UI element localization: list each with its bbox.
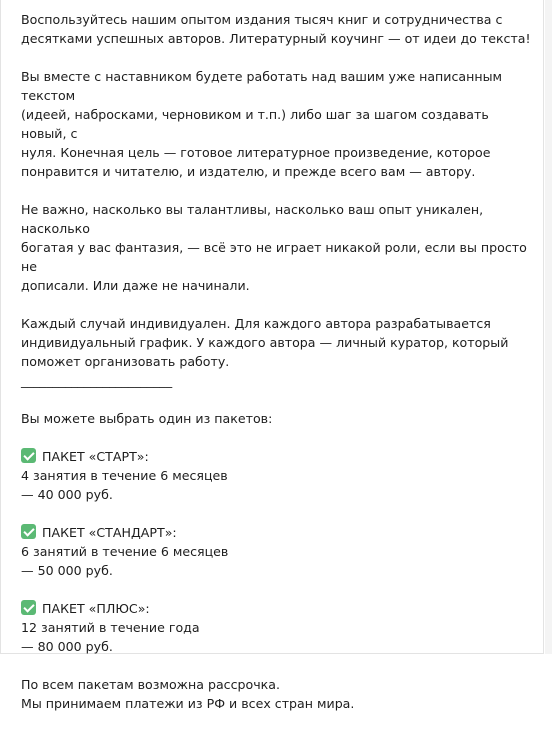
footer-paragraph (21, 675, 531, 713)
text-line: Вы вместе с наставником будете работать над вашим уже написанным текстом (21, 69, 503, 103)
text-line: десятками успешных авторов. Литературный коучинг — от идеи до текста! (21, 31, 531, 46)
check-mark-icon (21, 524, 36, 539)
text-line: Вы можете выбрать один из пакетов: (21, 411, 273, 426)
intro-paragraph (21, 10, 531, 48)
package-plus (21, 599, 531, 656)
package-title-text: ПАКЕТ «СТАРТ»: (42, 449, 149, 464)
text-line: (идеей, набросками, черновиком и т.п.) либо шаг за шагом создавать новый, с (21, 107, 489, 141)
choose-paragraph (21, 409, 531, 428)
package-sessions: 4 занятия в течение 6 месяцев (21, 468, 228, 483)
text-line: дописали. Или даже не начинали. (21, 278, 250, 293)
package-title (21, 447, 531, 466)
post-text (21, 10, 531, 732)
text-line: индивидуальный график. У каждого автора — личный куратор, который (21, 335, 509, 350)
talent-paragraph (21, 200, 531, 295)
package-sessions: 12 занятий в течение года (21, 620, 200, 635)
check-mark-icon (21, 600, 36, 615)
package-title-text: ПАКЕТ «ПЛЮС»: (42, 601, 150, 616)
package-price: — 40 000 руб. (21, 487, 113, 502)
text-line: понравится и читателю, и издателю, и прежде всего вам — автору. (21, 164, 476, 179)
text-line: Не важно, насколько вы талантливы, насколько ваш опыт уникален, насколько (21, 202, 484, 236)
package-title-text: ПАКЕТ «СТАНДАРТ»: (42, 525, 177, 540)
package-start (21, 447, 531, 504)
mentor-paragraph (21, 67, 531, 181)
text-line: Мы принимаем платежи из РФ и всех стран мира. (21, 696, 355, 711)
package-standard (21, 523, 531, 580)
package-price: — 50 000 руб. (21, 563, 113, 578)
individual-paragraph (21, 314, 531, 390)
text-line: богатая у вас фантазия, — всё это не играет никакой роли, если вы просто не (21, 240, 527, 274)
package-price: — 80 000 руб. (21, 639, 113, 654)
separator-line: ________________________ (21, 373, 173, 388)
package-title (21, 599, 531, 618)
package-title (21, 523, 531, 542)
text-line: По всем пакетам возможна рассрочка. (21, 677, 280, 692)
scrollbar-track[interactable] (545, 0, 552, 654)
check-mark-icon (21, 448, 36, 463)
text-line: поможет организовать работу. (21, 354, 230, 369)
text-line: Воспользуйтесь нашим опытом издания тысяч книг и сотрудничества с (21, 12, 503, 27)
package-sessions: 6 занятий в течение 6 месяцев (21, 544, 229, 559)
text-line: Каждый случай индивидуален. Для каждого автора разрабатывается (21, 316, 491, 331)
text-line: нуля. Конечная цель — готовое литературное произведение, которое (21, 145, 491, 160)
